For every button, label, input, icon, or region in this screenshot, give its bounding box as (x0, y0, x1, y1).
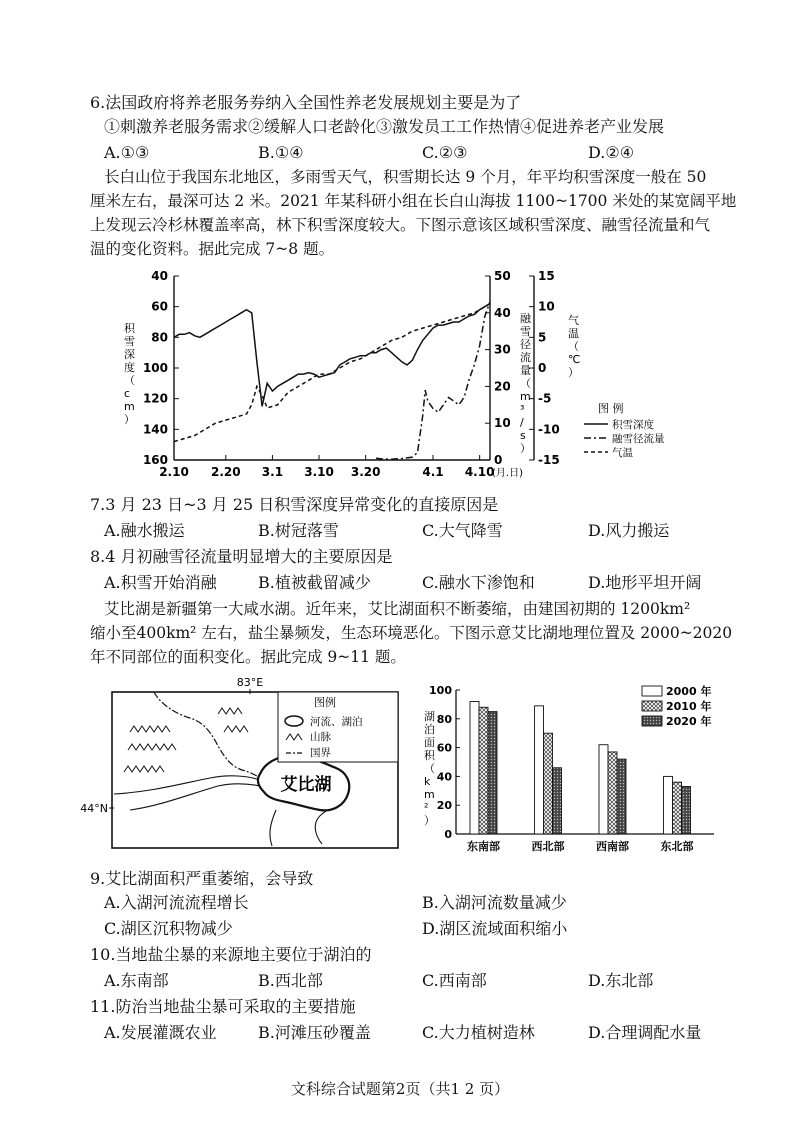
q9-option-d: D.湖区流域面积缩小 (422, 919, 568, 938)
q6-option-c: C.②③ (422, 143, 468, 162)
q6-sub: ①刺激养老服务需求②缓解人口老龄化③激发员工工作热情④促进养老产业发展 (104, 117, 665, 136)
snow-chart (110, 262, 710, 490)
intro2-line-3: 年不同部位的面积变化。据此完成 9~11 题。 (90, 648, 406, 666)
q9-option-c: C.湖区沉积物减少 (104, 919, 233, 938)
bar-y-tick-label: 100 (429, 684, 452, 697)
mid-tick-label: 10 (494, 416, 511, 431)
mid-axis-label: 融雪径流量（ m ³ / s ） (520, 312, 531, 455)
bar-chart-root (424, 684, 714, 853)
bar-category-label: 东北部 (660, 840, 694, 853)
q10-option-b: B.西北部 (258, 971, 323, 990)
bar-3-2 (682, 786, 691, 834)
q11-option-a: A.发展灌溉农业 (104, 1023, 217, 1042)
bar-category-label: 西南部 (596, 840, 629, 853)
intro1-line-4: 温的变化资料。据此完成 7~8 题。 (90, 240, 335, 258)
q6-stem: 6.法国政府将养老服务券纳入全国性养老发展规划主要是为了 (90, 93, 522, 112)
left-tick-label: 160 (142, 453, 168, 467)
legend-entry-2: 气温 (612, 447, 633, 459)
right-tick-label: 15 (538, 269, 555, 283)
bar-y-tick-label: 0 (444, 828, 452, 841)
left-tick-label: 100 (142, 361, 168, 375)
x-tick-label: 2.20 (210, 465, 241, 479)
right-tick-label: 0 (538, 361, 547, 375)
q7-option-a: A.融水搬运 (104, 521, 185, 540)
q10-stem: 10.当地盐尘暴的来源地主要位于湖泊的 (90, 945, 372, 964)
intro1-line-1: 长白山位于我国东北地区，多雨雪天气，积雪期长达 9 个月，年平均积雪深度一般在 50 (104, 168, 707, 186)
x-unit-label: (月.日) (492, 468, 523, 479)
q8-stem: 8.4 月初融雪径流量明显增大的主要原因是 (90, 547, 393, 566)
lake-map (80, 674, 410, 864)
left-tick-label: 140 (142, 422, 168, 437)
intro1-line-3: 上发现云冷杉林覆盖率高，林下积雪深度较大。下图示意该区域积雪深度、融雪径流量和气 (90, 216, 711, 234)
q6-option-a: A.①③ (104, 143, 150, 162)
bar-2-0 (599, 745, 608, 834)
x-tick-label: 3.20 (350, 465, 381, 479)
map-legend-mountain: 山脉 (310, 731, 331, 743)
q8-option-b: B.植被截留减少 (258, 573, 371, 592)
right-tick-label: 5 (538, 330, 547, 345)
bar-1-0 (535, 706, 544, 834)
q9-stem: 9.艾比湖面积严重萎缩，会导致 (90, 869, 314, 888)
q8-option-d: D.地形平坦开阔 (588, 573, 702, 592)
bar-y-tick-label: 20 (436, 799, 452, 813)
bar-legend-swatch-1 (642, 701, 662, 711)
x-tick-label: 2.10 (159, 465, 189, 479)
left-tick-label: 40 (151, 269, 168, 283)
mid-tick-label: 0 (494, 453, 503, 467)
series-line-0 (174, 304, 490, 407)
bar-3-0 (664, 776, 673, 834)
mid-tick-label: 50 (494, 269, 511, 283)
q7-option-d: D.风力搬运 (588, 521, 670, 540)
bar-y-tick-label: 80 (436, 712, 452, 726)
left-axis-label: 积雪深度（ c m ） (124, 322, 135, 426)
right-axis-label: 气温（℃） (568, 314, 581, 379)
left-tick-label: 120 (142, 391, 168, 406)
legend-title: 图 例 (598, 402, 624, 415)
bar-0-0 (470, 702, 479, 834)
x-tick-label: 3.1 (261, 465, 284, 479)
map-lat-label: 44°N (80, 802, 108, 815)
lake-bar-chart (412, 674, 730, 866)
q7-option-c: C.大气降雪 (422, 521, 503, 540)
bar-legend-swatch-0 (642, 686, 662, 696)
q10-option-a: A.东南部 (104, 971, 169, 990)
right-tick-label: 10 (538, 299, 555, 314)
bar-1-2 (553, 768, 562, 834)
lake-label: 艾比湖 (280, 775, 332, 795)
bar-2-1 (608, 752, 617, 834)
mid-tick-label: 20 (494, 379, 511, 394)
bar-0-1 (479, 707, 488, 834)
left-tick-label: 80 (151, 330, 168, 345)
legend-lake-symbol (285, 716, 303, 726)
q10-option-c: C.西南部 (422, 971, 487, 990)
bar-y-label: 湖泊面积（ k m ² ） (424, 710, 435, 827)
intro2-line-1: 艾比湖是新疆第一大咸水湖。近年来，艾比湖面积不断萎缩，由建国初期的 1200km² (104, 600, 691, 618)
q9-option-a: A.入湖河流流程增长 (104, 893, 249, 912)
q11-stem: 11.防治当地盐尘暴可采取的主要措施 (90, 997, 356, 1016)
bar-legend-entry-1: 2010 年 (666, 700, 712, 713)
bar-category-label: 东南部 (467, 840, 500, 853)
q8-option-c: C.融水下渗饱和 (422, 573, 535, 592)
bar-2-2 (617, 759, 626, 834)
map-legend-title: 图例 (314, 696, 336, 709)
right-tick-label: -5 (538, 391, 552, 406)
bar-legend-entry-0: 2000 年 (666, 685, 712, 698)
q9-option-b: B.入湖河流数量减少 (422, 893, 567, 912)
bar-y-tick-label: 60 (436, 741, 452, 755)
intro2-line-2: 缩小至400km² 左右，盐尘暴频发，生态环境恶化。下图示意艾比湖地理位置及 2000~2020 (90, 624, 733, 642)
bar-0-2 (488, 712, 497, 834)
series-line-1 (376, 302, 490, 460)
x-tick-label: 4.1 (422, 465, 444, 479)
mid-tick-label: 30 (494, 342, 511, 357)
x-tick-label: 3.10 (304, 465, 334, 479)
legend-entry-1: 融雪径流量 (612, 433, 665, 445)
mid-tick-label: 40 (494, 305, 511, 320)
bar-1-1 (544, 733, 553, 834)
map-legend-border: 国界 (310, 747, 331, 759)
q10-option-d: D.东北部 (588, 971, 654, 990)
snow-chart-root (124, 269, 665, 479)
map-legend-river: 河流、湖泊 (310, 716, 363, 728)
page-footer: 文科综合试题第2页（共1 2 页） (290, 1080, 510, 1098)
bar-category-label: 西北部 (531, 840, 565, 853)
legend-entry-0: 积雪深度 (612, 419, 654, 431)
intro1-line-2: 厘米左右，最深可达 2 米。2021 年某科研小组在长白山海拔 1100~1700 米处的某宽阔平地 (90, 192, 737, 210)
bar-y-tick-label: 40 (436, 770, 452, 784)
bar-legend-swatch-2 (642, 716, 662, 726)
q6-option-d: D.②④ (588, 143, 635, 162)
bar-3-1 (673, 782, 682, 834)
q7-option-b: B.树冠落雪 (258, 521, 339, 540)
q11-option-d: D.合理调配水量 (588, 1023, 702, 1042)
q11-option-c: C.大力植树造林 (422, 1023, 535, 1042)
right-tick-label: -10 (538, 422, 560, 437)
q6-option-b: B.①④ (258, 143, 304, 162)
x-tick-label: 4.10 (464, 465, 495, 479)
q7-stem: 7.3 月 23 日~3 月 25 日积雪深度异常变化的直接原因是 (90, 495, 499, 514)
bar-legend-entry-2: 2020 年 (666, 715, 712, 728)
map-lon-label: 83°E (236, 676, 264, 689)
q11-option-b: B.河滩压砂覆盖 (258, 1023, 371, 1042)
right-tick-label: -15 (538, 453, 560, 467)
left-tick-label: 60 (151, 299, 168, 314)
q8-option-a: A.积雪开始消融 (104, 573, 217, 592)
